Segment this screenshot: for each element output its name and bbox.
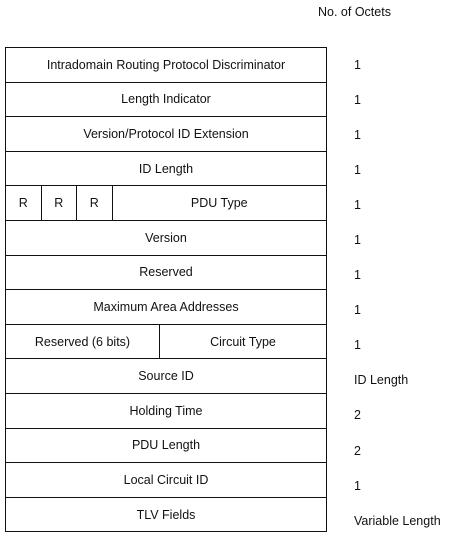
octet-count: 1 <box>354 338 361 353</box>
field-pdu-type-row <box>6 186 326 221</box>
octet-count: Variable Length <box>354 513 441 528</box>
field-label: Source ID <box>138 369 194 384</box>
octet-count: 1 <box>354 57 361 72</box>
field-version <box>6 221 326 256</box>
reserved-bit-2: R <box>42 186 78 220</box>
octet-count: 1 <box>354 478 361 493</box>
field-label: Holding Time <box>129 403 203 418</box>
field-label: Version/Protocol ID Extension <box>83 126 249 141</box>
field-source-id <box>6 359 326 394</box>
octet-count: 2 <box>354 443 361 458</box>
field-pdu-length <box>6 429 326 464</box>
field-label-circuit-type: Circuit Type <box>210 334 276 349</box>
field-label: Version <box>145 230 187 245</box>
octet-count: 1 <box>354 268 361 283</box>
octet-count: 2 <box>354 408 361 423</box>
field-id-length <box>6 152 326 187</box>
field-label: TLV Fields <box>136 507 196 522</box>
octet-count: 1 <box>354 162 361 177</box>
pdu-format-table <box>5 47 327 532</box>
field-tlv-fields <box>6 498 326 533</box>
octets-column <box>354 47 450 538</box>
field-label: Maximum Area Addresses <box>93 299 239 314</box>
reserved-bit-3: R <box>77 186 113 220</box>
field-maximum-area-addresses <box>6 290 326 325</box>
field-reserved <box>6 256 326 291</box>
octet-count: 1 <box>354 92 361 107</box>
field-label: Local Circuit ID <box>123 472 209 487</box>
field-label: Intradomain Routing Protocol Discriminator <box>46 57 286 72</box>
octet-count: 1 <box>354 127 361 142</box>
field-local-circuit-id <box>6 463 326 498</box>
field-holding-time <box>6 394 326 429</box>
octet-count: 1 <box>354 233 361 248</box>
field-length-indicator <box>6 83 326 118</box>
octet-count: 1 <box>354 303 361 318</box>
field-version-protocol-id-extension <box>6 117 326 152</box>
reserved-bit-1: R <box>6 186 42 220</box>
octet-count: 1 <box>354 197 361 212</box>
field-label: Length Indicator <box>121 92 211 107</box>
field-label-reserved-6-bits: Reserved (6 bits) <box>6 325 160 359</box>
field-circuit-type-row <box>6 325 326 360</box>
field-label: Reserved <box>139 265 193 280</box>
field-routing-protocol-discriminator <box>6 48 326 83</box>
field-label-pdu-type: PDU Type <box>190 196 248 211</box>
field-label: ID Length <box>138 161 194 176</box>
octets-column-header: No. of Octets <box>318 5 391 19</box>
field-label: PDU Length <box>131 438 201 453</box>
octet-count: ID Length <box>354 373 409 388</box>
